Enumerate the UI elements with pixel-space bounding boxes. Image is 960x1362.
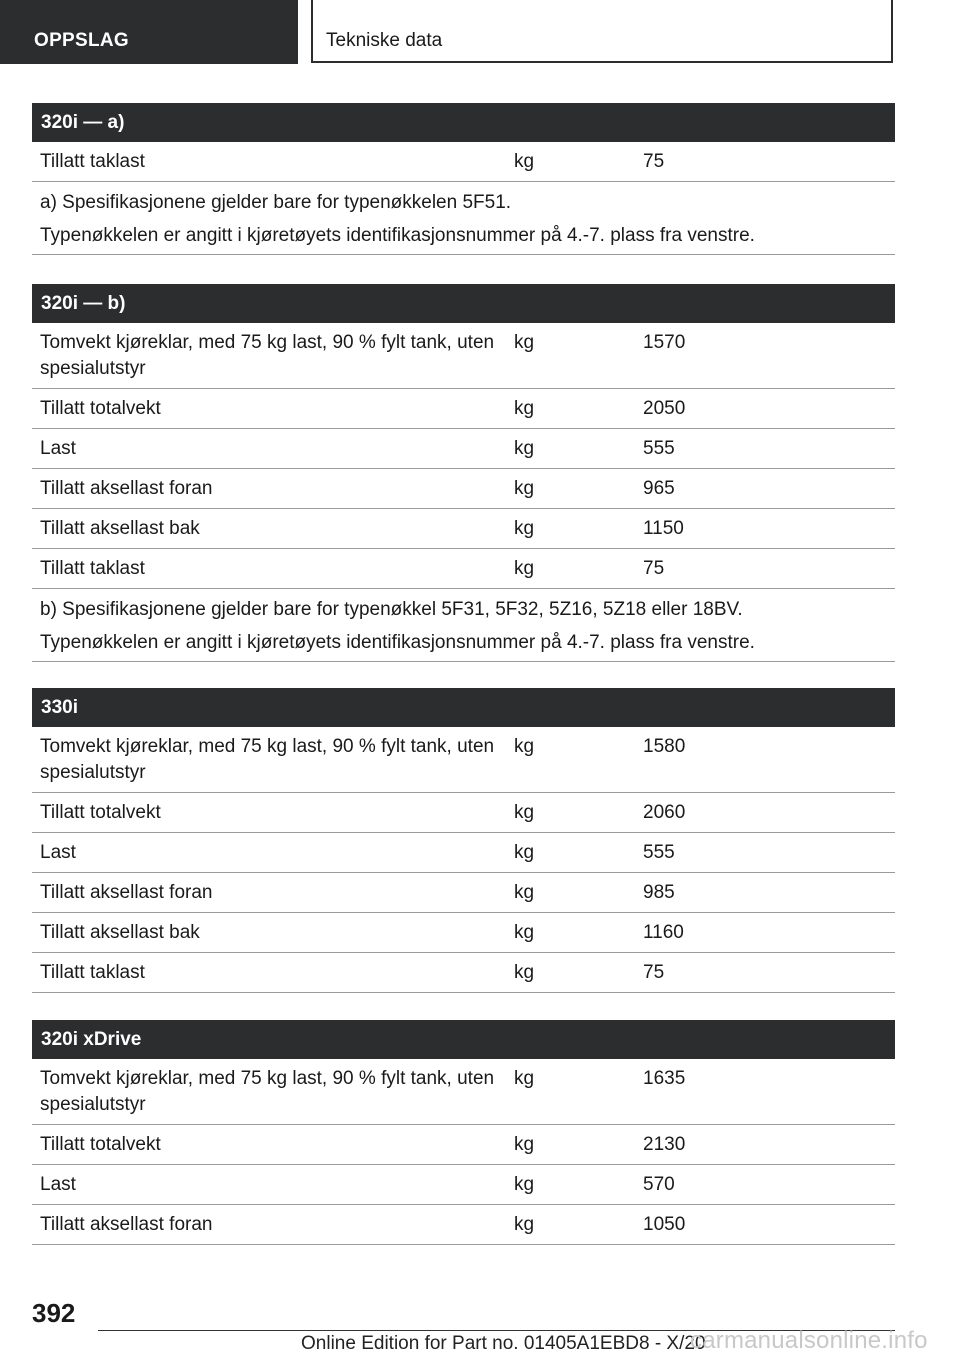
- spec-unit: kg: [514, 1068, 535, 1089]
- table-row: [32, 142, 895, 182]
- spec-value: 1160: [643, 922, 684, 943]
- spec-label: Tillatt aksellast foran: [40, 1214, 213, 1235]
- spec-value: 555: [643, 438, 675, 459]
- spec-unit: kg: [514, 882, 535, 903]
- spec-unit: kg: [514, 558, 535, 579]
- footnote-line: b) Spesifikasjonene gjelder bare for typenøkkel 5F31, 5F32, 5Z16, 5Z18 eller 18BV.: [40, 599, 743, 620]
- spec-unit: kg: [514, 1134, 535, 1155]
- spec-table-title: 320i — b): [32, 284, 895, 323]
- table-row: [32, 429, 895, 469]
- spec-label: Tillatt aksellast foran: [40, 478, 213, 499]
- spec-value: 75: [643, 151, 665, 172]
- spec-label: Tillatt totalvekt: [40, 802, 161, 823]
- spec-table: [32, 688, 895, 993]
- watermark: carmanualsonline.info: [690, 1327, 928, 1354]
- spec-label: Last: [40, 1174, 76, 1195]
- spec-table-title: 320i xDrive: [32, 1020, 895, 1059]
- spec-unit: kg: [514, 151, 535, 172]
- table-row: [32, 833, 895, 873]
- spec-unit: kg: [514, 332, 535, 353]
- section-tab-label: OPPSLAG: [34, 30, 130, 51]
- spec-value: 985: [643, 882, 675, 903]
- table-row: [32, 1125, 895, 1165]
- spec-unit: kg: [514, 962, 535, 983]
- spec-unit: kg: [514, 802, 535, 823]
- table-row: [32, 509, 895, 549]
- chapter-header: [311, 0, 893, 63]
- spec-label: Tillatt taklast: [40, 558, 145, 579]
- spec-table: [32, 1020, 895, 1245]
- footnote-line: a) Spesifikasjonene gjelder bare for typenøkkelen 5F51.: [40, 192, 512, 213]
- spec-value: 75: [643, 558, 665, 579]
- spec-value: 1570: [643, 332, 686, 353]
- footnote-line: Typenøkkelen er angitt i kjøretøyets identifikasjonsnummer på 4.-7. plass fra venstre.: [40, 632, 755, 653]
- spec-table-title: 320i — a): [32, 103, 895, 142]
- table-row: [32, 873, 895, 913]
- spec-table: [32, 284, 895, 662]
- table-row: [32, 793, 895, 833]
- table-row: [32, 727, 895, 793]
- spec-value: 2130: [643, 1134, 686, 1155]
- spec-unit: kg: [514, 1214, 535, 1235]
- spec-unit: kg: [514, 438, 535, 459]
- spec-label: Tillatt taklast: [40, 151, 145, 172]
- spec-unit: kg: [514, 842, 535, 863]
- table-row: [32, 953, 895, 993]
- spec-value: 2060: [643, 802, 686, 823]
- spec-label: Tomvekt kjøreklar, med 75 kg last, 90 % fylt tank, uten spesialutstyr: [40, 1068, 495, 1115]
- section-tab: [0, 0, 298, 64]
- spec-unit: kg: [514, 518, 535, 539]
- spec-label: Last: [40, 842, 76, 863]
- spec-label: Tomvekt kjøreklar, med 75 kg last, 90 % fylt tank, uten spesialutstyr: [40, 736, 495, 783]
- chapter-title: Tekniske data: [326, 30, 443, 51]
- spec-value: 2050: [643, 398, 686, 419]
- spec-value: 555: [643, 842, 675, 863]
- spec-unit: kg: [514, 736, 535, 757]
- spec-label: Tillatt aksellast foran: [40, 882, 213, 903]
- footnote-line: Typenøkkelen er angitt i kjøretøyets identifikasjonsnummer på 4.-7. plass fra venstre.: [40, 225, 755, 246]
- spec-label: Tillatt aksellast bak: [40, 922, 200, 943]
- table-row: [32, 549, 895, 589]
- spec-label: Tomvekt kjøreklar, med 75 kg last, 90 % fylt tank, uten spesialutstyr: [40, 332, 495, 379]
- spec-value: 1050: [643, 1214, 686, 1235]
- spec-value: 1150: [643, 518, 684, 539]
- edition-text: Online Edition for Part no. 01405A1EBD8 - X/20: [301, 1333, 706, 1354]
- table-row: [32, 323, 895, 389]
- spec-label: Tillatt totalvekt: [40, 1134, 161, 1155]
- spec-value: 1635: [643, 1068, 686, 1089]
- spec-label: Tillatt taklast: [40, 962, 145, 983]
- spec-unit: kg: [514, 478, 535, 499]
- spec-label: Last: [40, 438, 76, 459]
- footnote: [32, 182, 895, 255]
- spec-label: Tillatt totalvekt: [40, 398, 161, 419]
- spec-unit: kg: [514, 398, 535, 419]
- footnote: [32, 589, 895, 662]
- table-row: [32, 913, 895, 953]
- spec-unit: kg: [514, 922, 535, 943]
- spec-label: Tillatt aksellast bak: [40, 518, 200, 539]
- table-row: [32, 389, 895, 429]
- spec-unit: kg: [514, 1174, 535, 1195]
- spec-table: [32, 103, 895, 255]
- table-row: [32, 1059, 895, 1125]
- table-row: [32, 1205, 895, 1245]
- spec-value: 570: [643, 1174, 675, 1195]
- spec-value: 1580: [643, 736, 686, 757]
- spec-value: 965: [643, 478, 675, 499]
- table-row: [32, 1165, 895, 1205]
- table-row: [32, 469, 895, 509]
- spec-table-title: 330i: [32, 688, 895, 727]
- spec-value: 75: [643, 962, 665, 983]
- page-number: 392: [32, 1298, 76, 1328]
